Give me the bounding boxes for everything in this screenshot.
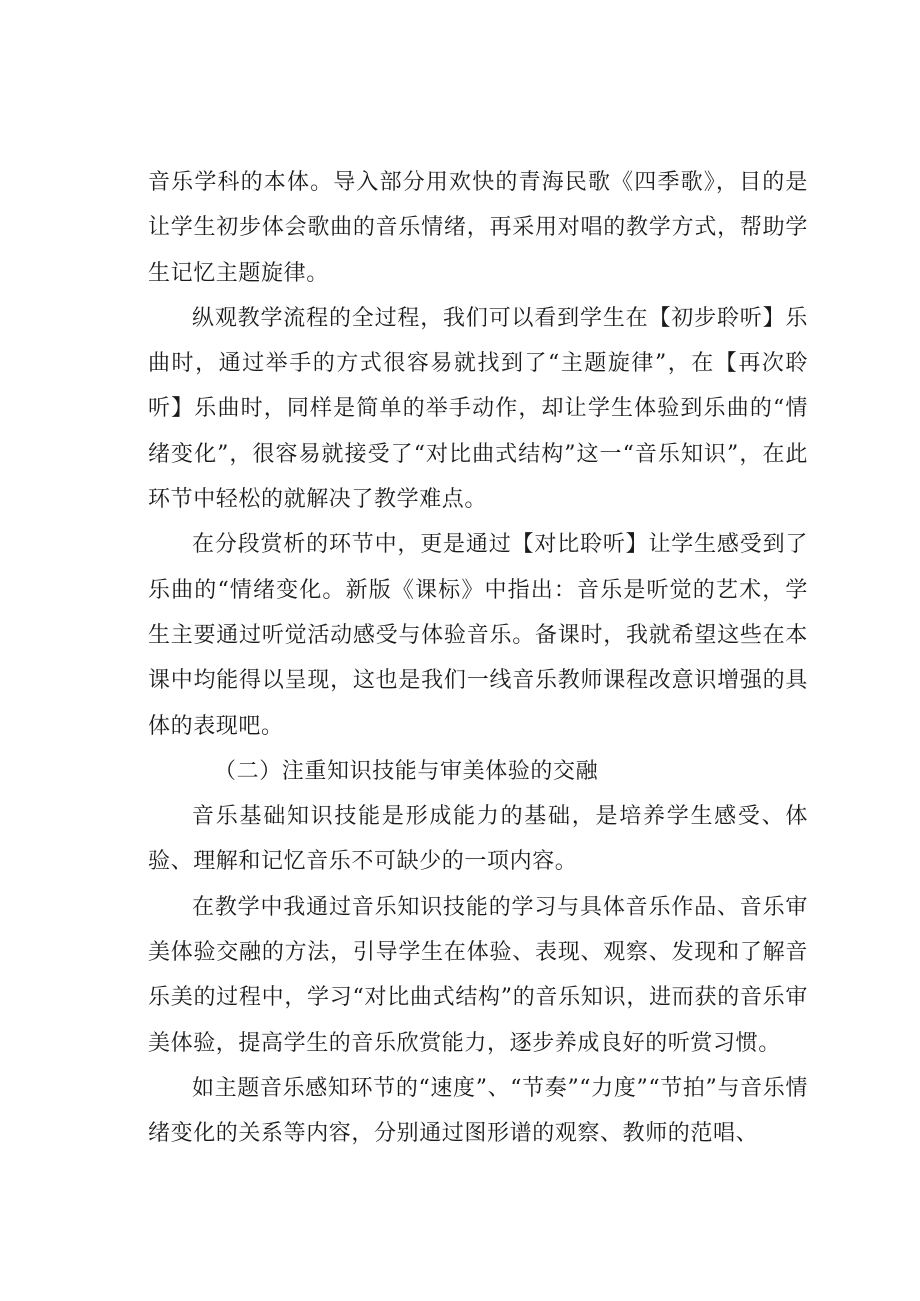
paragraph-6: 如主题音乐感知环节的“速度”、“节奏”“力度”“节拍”与音乐情绪变化的关系等内容，分别通过图形谱的观察、教师的范唱、 [148, 1075, 808, 1147]
paragraph-5: 在教学中我通过音乐知识技能的学习与具体音乐作品、音乐审美体验交融的方法，引导学生在体验、表现、观察、发现和了解音乐美的过程中，学习“对比曲式结构”的音乐知识，进而获的音乐审美体验，提高学生的音乐欣赏能力，逐步养成良好的听赏习惯。 [148, 894, 808, 1056]
section-heading: （二）注重知识技能与审美体验的交融 [214, 758, 599, 784]
paragraph-3: 在分段赏析的环节中，更是通过【对比聆听】让学生感受到了乐曲的“情绪变化。新版《课标》中指出：音乐是听觉的艺术，学生主要通过听觉活动感受与体验音乐。备课时，我就希望这些在本课中均能得以呈现，这也是我们一线音乐教师课程改意识增强的具体的表现吧。 [148, 532, 808, 739]
paragraph-1: 音乐学科的本体。导入部分用欢快的青海民歌《四季歌》，目的是让学生初步体会歌曲的音乐情绪，再采用对唱的教学方式，帮助学生记忆主题旋律。 [148, 170, 808, 286]
paragraph-2: 纵观教学流程的全过程，我们可以看到学生在【初步聆听】乐曲时，通过举手的方式很容易就找到了“主题旋律”，在【再次聆听】乐曲时，同样是简单的举手动作，却让学生体验到乐曲的“情绪变化”，很容易就接受了“对比曲式结构”这一“音乐知识”，在此环节中轻松的就解决了教学难点。 [148, 305, 808, 513]
paragraph-4: 音乐基础知识技能是形成能力的基础，是培养学生感受、体验、理解和记忆音乐不可缺少的一项内容。 [148, 804, 808, 875]
document-body [148, 160, 808, 1157]
